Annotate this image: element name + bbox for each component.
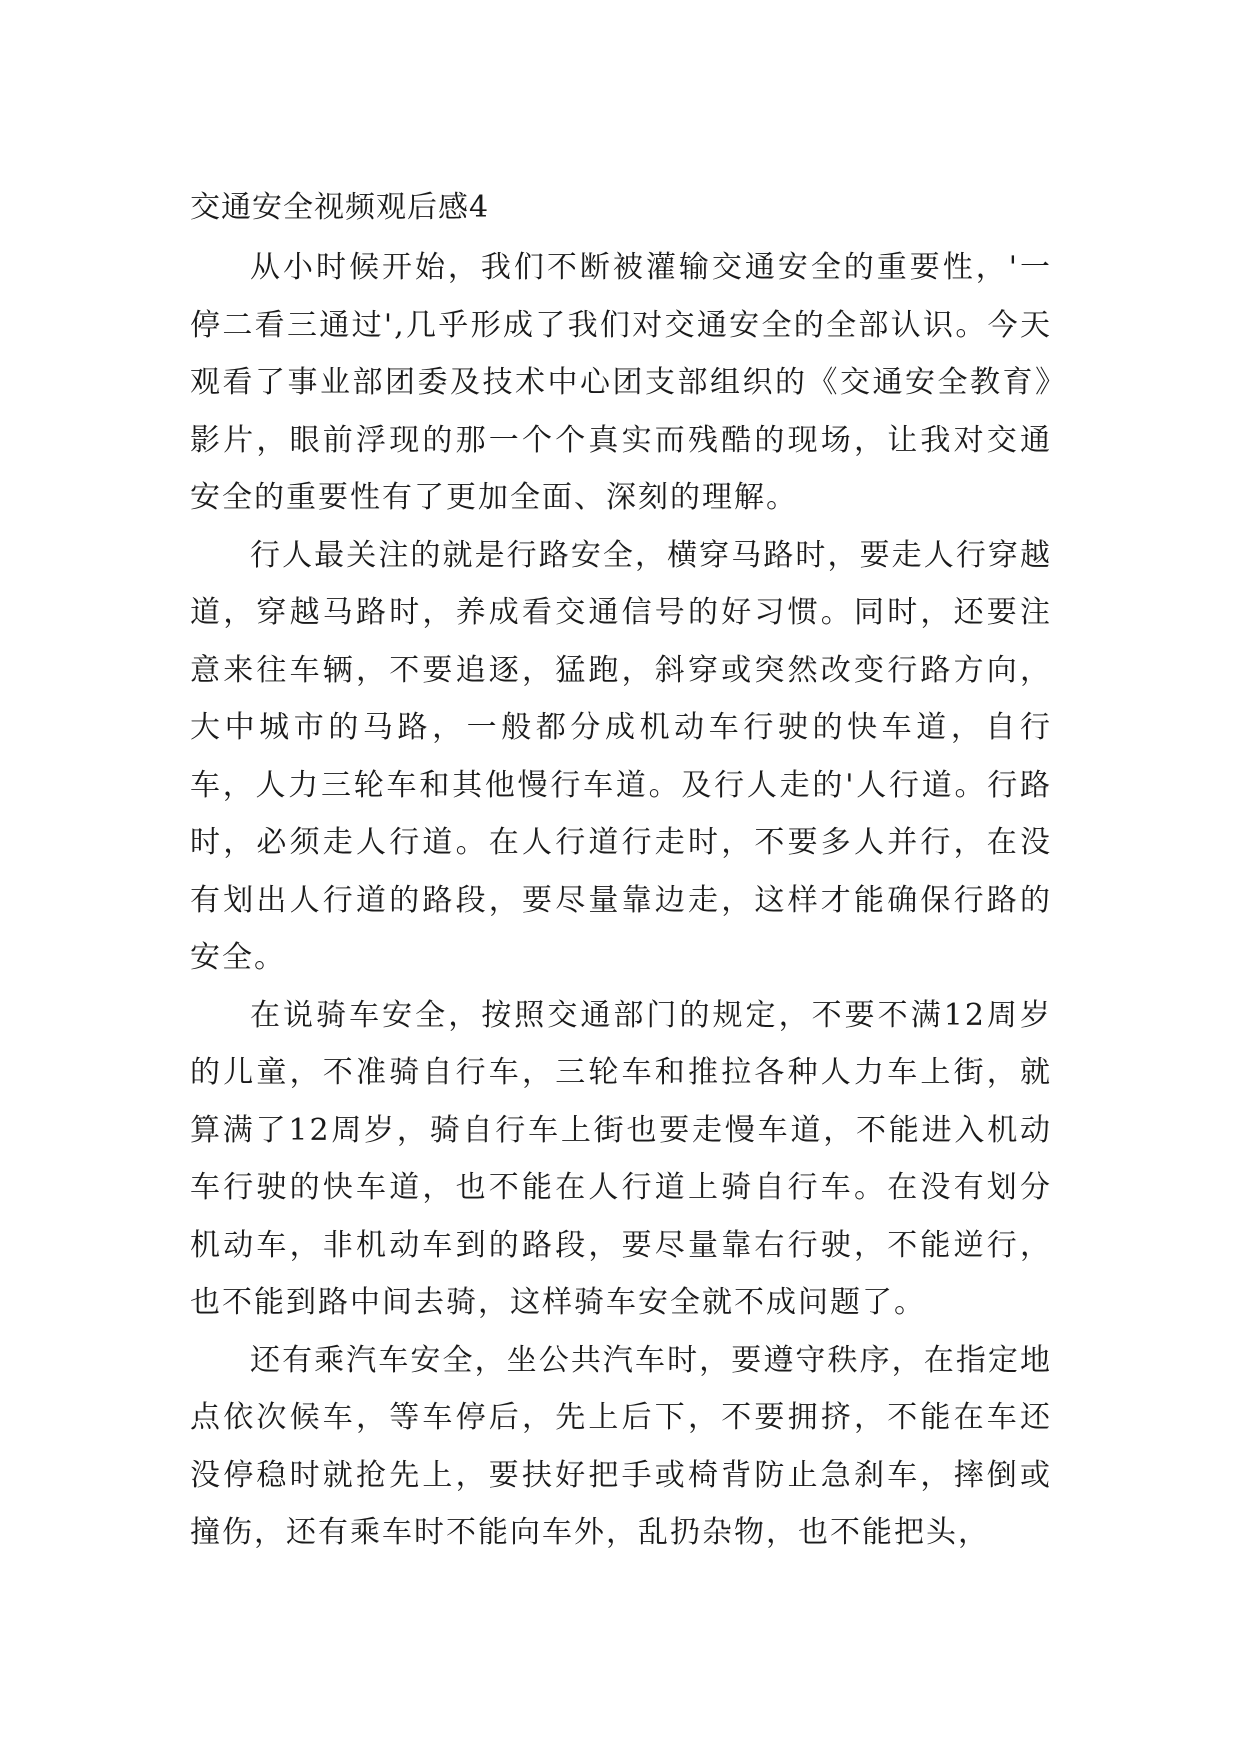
document-title: 交通安全视频观后感4 — [190, 190, 490, 225]
paragraph-1: 从小时候开始，我们不断被灌输交通安全的重要性，'一停二看三通过',几乎形成了我们对交通安全的全部认识。今天观看了事业部团委及技术中心团支部组织的《交通安全教育》影片，眼前浮现的那一个个真实而残酷的现场，让我对交通安全的重要性有了更加全面、深刻的理解。 — [190, 250, 1052, 515]
paragraph-3: 在说骑车安全，按照交通部门的规定，不要不满12周岁的儿童，不准骑自行车，三轮车和推拉各种人力车上街，就算满了12周岁，骑自行车上街也要走慢车道，不能进入机动车行驶的快车道，也不能在人行道上骑自行车。在没有划分机动车，非机动车到的路段，要尽量靠右行驶，不能逆行，也不能到路中间去骑，这样骑车安全就不成问题了。 — [190, 997, 1052, 1320]
paragraph-4: 还有乘汽车安全，坐公共汽车时，要遵守秩序，在指定地点依次候车，等车停后，先上后下，不要拥挤，不能在车还没停稳时就抢先上，要扶好把手或椅背防止急刹车，摔倒或撞伤，还有乘车时不能向车外，乱扔杂物，也不能把头， — [190, 1342, 1052, 1550]
paragraph-2: 行人最关注的就是行路安全，横穿马路时，要走人行穿越道，穿越马路时，养成看交通信号的好习惯。同时，还要注意来往车辆，不要追逐，猛跑，斜穿或突然改变行路方向，大中城市的马路，一般都分成机动车行驶的快车道，自行车，人力三轮车和其他慢行车道。及行人走的'人行道。行路时，必须走人行道。在人行道行走时，不要多人并行，在没有划出人行道的路段，要尽量靠边走，这样才能确保行路的安全。 — [190, 537, 1052, 975]
document-body — [190, 187, 1052, 1562]
